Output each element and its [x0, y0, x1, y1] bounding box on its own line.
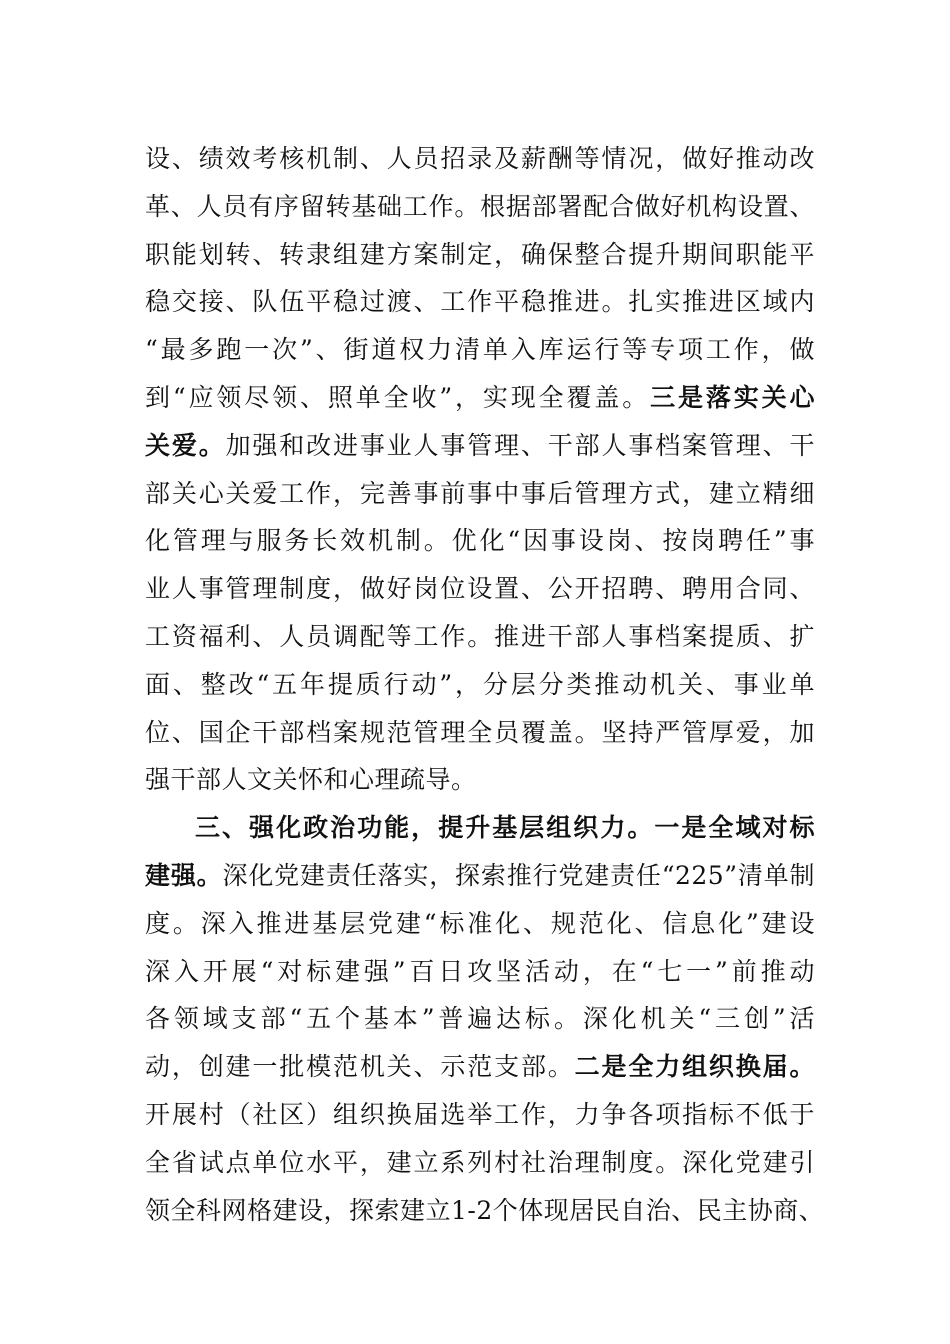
- text-segment: 度。深入推进基层党建“标准化、规范化、信息化”建设: [145, 908, 815, 938]
- text-segment: 动，创建一批模范机关、示范支部。: [145, 1052, 575, 1082]
- bold-text-segment: 二是全力组织换届。: [574, 1052, 815, 1082]
- text-line: [145, 1139, 815, 1187]
- text-line: [145, 1091, 815, 1139]
- text-line: [145, 900, 815, 948]
- text-line: [145, 135, 815, 183]
- text-segment: 设、绩效考核机制、人员招录及薪酬等情况，做好推动改: [145, 144, 815, 173]
- text-line: [145, 1187, 825, 1235]
- text-segment: 强干部人文关怀和心理疏导。: [145, 765, 477, 795]
- text-segment: 领全科网格建设，探索建立1-2个体现居民自治、民主协商、: [145, 1195, 825, 1225]
- text-segment: 位、国企干部档案规范管理全员覆盖。坚持严管厚爱，加: [145, 717, 815, 747]
- bold-text-segment: 建强。: [145, 860, 223, 890]
- text-segment: 各领域支部“五个基本”普遍达标。深化机关“三创”活: [145, 1004, 815, 1034]
- text-line: [145, 613, 815, 661]
- text-segment: 开展村（社区）组织换届选举工作，力争各项指标不低于: [145, 1099, 815, 1129]
- text-segment: 加强和改进事业人事管理、干部人事档案管理、干: [225, 430, 815, 460]
- text-line: [145, 374, 815, 422]
- text-segment: 深入开展“对标建强”百日攻坚活动，在“七一”前推动: [145, 956, 815, 986]
- bold-text-segment: 关爱。: [145, 430, 226, 460]
- text-segment: 面、整改“五年提质行动”，分层分类推动机关、事业单: [145, 669, 815, 699]
- text-segment: 深化党建责任落实，探索推行党建责任“225”清单制: [222, 860, 815, 890]
- text-line: [145, 804, 815, 852]
- text-line: [145, 852, 815, 900]
- text-segment: 职能划转、转隶组建方案制定，确保整合提升期间职能平: [145, 239, 815, 269]
- text-line: [145, 565, 815, 613]
- text-line: [145, 231, 815, 279]
- text-segment: 工资福利、人员调配等工作。推进干部人事档案提质、扩: [145, 621, 815, 651]
- text-line: [145, 709, 815, 757]
- text-line: [145, 278, 815, 326]
- text-segment: “最多跑一次”、街道权力清单入库运行等专项工作，做: [145, 335, 815, 365]
- text-line: [145, 995, 815, 1043]
- text-line: [145, 517, 815, 565]
- text-line: [145, 326, 815, 374]
- text-segment: 化管理与服务长效机制。优化“因事设岗、按岗聘任”事: [145, 526, 815, 556]
- text-segment: 业人事管理制度，做好岗位设置、公开招聘、聘用合同、: [145, 574, 815, 604]
- text-segment: 革、人员有序留转基础工作。根据部署配合做好机构设置、: [145, 191, 815, 221]
- text-line: [145, 1043, 815, 1091]
- text-line: [145, 422, 815, 470]
- text-line: [145, 661, 815, 709]
- bold-text-segment: 三是落实关心: [650, 382, 815, 412]
- text-line: [145, 183, 815, 231]
- text-segment: 到“应领尽领、照单全收”，实现全覆盖。: [145, 382, 651, 412]
- text-segment: 部关心关爱工作，完善事前事中事后管理方式，建立精细: [145, 478, 815, 508]
- text-line: [145, 948, 815, 996]
- bold-text-segment: 三、强化政治功能，提升基层组织力。一是全域对标: [195, 813, 815, 843]
- text-line: [145, 756, 815, 804]
- text-line: [145, 470, 815, 518]
- text-segment: 全省试点单位水平，建立系列村社治理制度。深化党建引: [145, 1147, 815, 1177]
- text-segment: 稳交接、队伍平稳过渡、工作平稳推进。扎实推进区域内: [145, 287, 815, 317]
- body-text: [145, 135, 825, 1234]
